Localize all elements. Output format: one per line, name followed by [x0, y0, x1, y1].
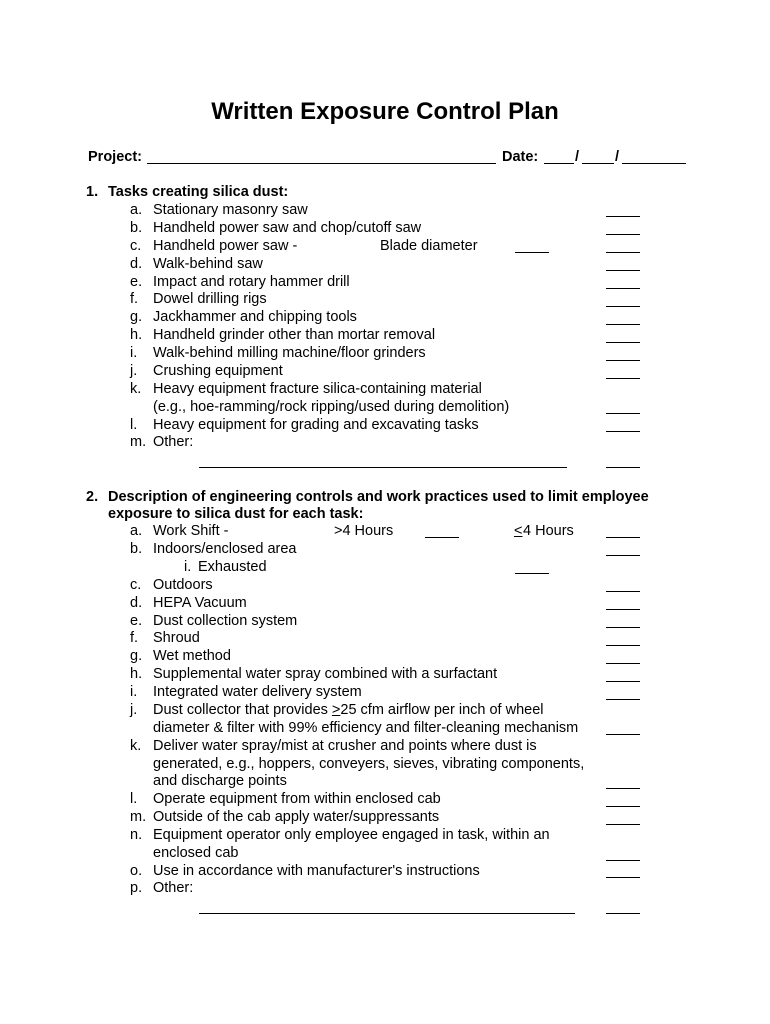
item-letter: d.	[130, 256, 143, 272]
section-heading: Tasks creating silica dust:	[108, 184, 289, 200]
item-letter: i.	[130, 684, 138, 700]
item-text: Deliver water spray/mist at crusher and points where dust is	[153, 738, 537, 754]
checkbox-blank[interactable]	[606, 645, 640, 646]
item-letter: e.	[130, 274, 143, 290]
item-text: Operate equipment from within enclosed cab	[153, 791, 441, 807]
item-text: Use in accordance with manufacturer's instructions	[153, 863, 480, 879]
item-letter: k.	[130, 738, 142, 754]
item-letter: c.	[130, 577, 142, 593]
exhausted-blank[interactable]	[515, 573, 549, 574]
item-text-continued: (e.g., hoe-ramming/rock ripping/used during demolition)	[153, 399, 510, 415]
section-number: 2.	[86, 489, 99, 505]
checkbox-blank[interactable]	[606, 681, 640, 682]
checkbox-blank[interactable]	[606, 734, 640, 735]
item-letter: f.	[130, 291, 139, 307]
checkbox-blank[interactable]	[606, 699, 640, 700]
item-letter: k.	[130, 381, 142, 397]
item-text: Dust collection system	[153, 613, 298, 629]
item-letter: m.	[130, 434, 147, 450]
checkbox-blank[interactable]	[606, 288, 640, 289]
item-text-start: Dust collector that provides	[153, 702, 332, 718]
item-text: Crushing equipment	[153, 363, 283, 379]
item-text-continued: and discharge points	[153, 773, 287, 789]
checkbox-blank[interactable]	[606, 467, 640, 468]
item-text: Equipment operator only employee engaged in task, within an	[153, 827, 550, 843]
item-text-continued: diameter & filter with 99% efficiency and filter-cleaning mechanism	[153, 720, 579, 736]
checkbox-blank[interactable]	[606, 413, 640, 414]
greater-equal-symbol: >	[331, 702, 341, 718]
item-letter: m.	[130, 809, 147, 825]
item-text: Heavy equipment for grading and excavating tasks	[153, 417, 479, 433]
item-text: Shroud	[153, 630, 200, 646]
page-title: Written Exposure Control Plan	[211, 98, 559, 125]
checkbox-blank[interactable]	[606, 360, 640, 361]
subitem-letter: i.	[184, 559, 192, 575]
checkbox-blank[interactable]	[606, 270, 640, 271]
item-text: Walk-behind milling machine/floor grinders	[153, 345, 426, 361]
item-text: Integrated water delivery system	[153, 684, 362, 700]
checkbox-blank[interactable]	[606, 913, 640, 914]
checkbox-blank[interactable]	[606, 306, 640, 307]
item-text: Other:	[153, 434, 194, 450]
checkbox-blank[interactable]	[606, 234, 640, 235]
item-letter: c.	[130, 238, 142, 254]
item-text: Handheld grinder other than mortar removal	[153, 327, 436, 343]
checkbox-blank[interactable]	[606, 324, 640, 325]
checkbox-blank[interactable]	[606, 216, 640, 217]
checkbox-blank[interactable]	[606, 591, 640, 592]
item-text: Outdoors	[153, 577, 213, 593]
shift-over-4-blank[interactable]	[425, 537, 459, 538]
item-text: Handheld power saw and chop/cutoff saw	[153, 220, 422, 236]
item-text: Heavy equipment fracture silica-containing material	[153, 381, 482, 397]
item-text-end: 25 cfm airflow per inch of wheel	[340, 702, 544, 718]
item-text: Dowel drilling rigs	[153, 291, 267, 307]
item-text-continued: enclosed cab	[153, 845, 239, 861]
date-label: Date:	[502, 149, 539, 165]
date-separator: /	[575, 149, 580, 165]
item-letter: j.	[130, 363, 138, 379]
checkbox-blank[interactable]	[606, 609, 640, 610]
item-text	[153, 701, 543, 719]
checkbox-blank[interactable]	[606, 555, 640, 556]
item-text: Supplemental water spray combined with a surfactant	[153, 666, 498, 682]
item-text: Walk-behind saw	[153, 256, 263, 272]
item-letter: g.	[130, 309, 143, 325]
shift-option-under-4: 4 Hours	[523, 523, 574, 539]
item-text: Stationary masonry saw	[153, 202, 308, 218]
checkbox-blank[interactable]	[606, 877, 640, 878]
item-text: Jackhammer and chipping tools	[153, 309, 357, 325]
item-letter: l.	[130, 417, 138, 433]
item-text: Handheld power saw -	[153, 238, 298, 254]
checkbox-blank[interactable]	[606, 252, 640, 253]
section-heading-continued: exposure to silica dust for each task:	[108, 506, 364, 522]
checkbox-blank[interactable]	[606, 806, 640, 807]
item-letter: p.	[130, 880, 143, 896]
other-field[interactable]	[199, 467, 567, 468]
blade-diameter-label: Blade diameter	[380, 238, 478, 254]
other-field[interactable]	[199, 913, 575, 914]
item-letter: a.	[130, 523, 143, 539]
item-text: Outside of the cab apply water/suppressants	[153, 809, 440, 825]
item-letter: l.	[130, 791, 138, 807]
item-text: Work Shift -	[153, 523, 229, 539]
item-letter: i.	[130, 345, 138, 361]
subitem-text: Exhausted	[198, 559, 267, 575]
item-letter: a.	[130, 202, 143, 218]
item-letter: e.	[130, 613, 143, 629]
date-day-field[interactable]	[582, 163, 614, 164]
checkbox-blank[interactable]	[606, 788, 640, 789]
shift-option-prefix: <	[514, 523, 523, 539]
item-text: Other:	[153, 880, 194, 896]
date-month-field[interactable]	[544, 163, 574, 164]
item-text: HEPA Vacuum	[153, 595, 247, 611]
checkbox-blank[interactable]	[606, 663, 640, 664]
item-letter: h.	[130, 666, 143, 682]
item-letter: h.	[130, 327, 143, 343]
item-text: Wet method	[153, 648, 231, 664]
shift-under-4-blank[interactable]	[606, 537, 640, 538]
section-number: 1.	[86, 184, 99, 200]
checkbox-blank[interactable]	[606, 860, 640, 861]
date-separator: /	[615, 149, 620, 165]
item-letter: n.	[130, 827, 143, 843]
date-year-field[interactable]	[622, 163, 686, 164]
item-letter: o.	[130, 863, 143, 879]
checkbox-blank[interactable]	[606, 378, 640, 379]
section-heading: Description of engineering controls and work practices used to limit employee	[108, 489, 649, 505]
item-text-continued: generated, e.g., hoppers, conveyers, sieves, vibrating components,	[153, 756, 585, 772]
project-field[interactable]	[147, 163, 496, 164]
item-letter: g.	[130, 648, 143, 664]
item-text: Impact and rotary hammer drill	[153, 274, 350, 290]
item-letter: b.	[130, 220, 143, 236]
item-text: Indoors/enclosed area	[153, 541, 297, 557]
checkbox-blank[interactable]	[606, 342, 640, 343]
item-letter: d.	[130, 595, 143, 611]
item-letter: j.	[130, 702, 138, 718]
item-letter: b.	[130, 541, 143, 557]
project-label: Project:	[88, 149, 142, 165]
blade-diameter-field[interactable]	[515, 252, 549, 253]
checkbox-blank[interactable]	[606, 627, 640, 628]
checkbox-blank[interactable]	[606, 431, 640, 432]
checkbox-blank[interactable]	[606, 824, 640, 825]
item-letter: f.	[130, 630, 139, 646]
shift-option-over-4: >4 Hours	[334, 523, 394, 539]
